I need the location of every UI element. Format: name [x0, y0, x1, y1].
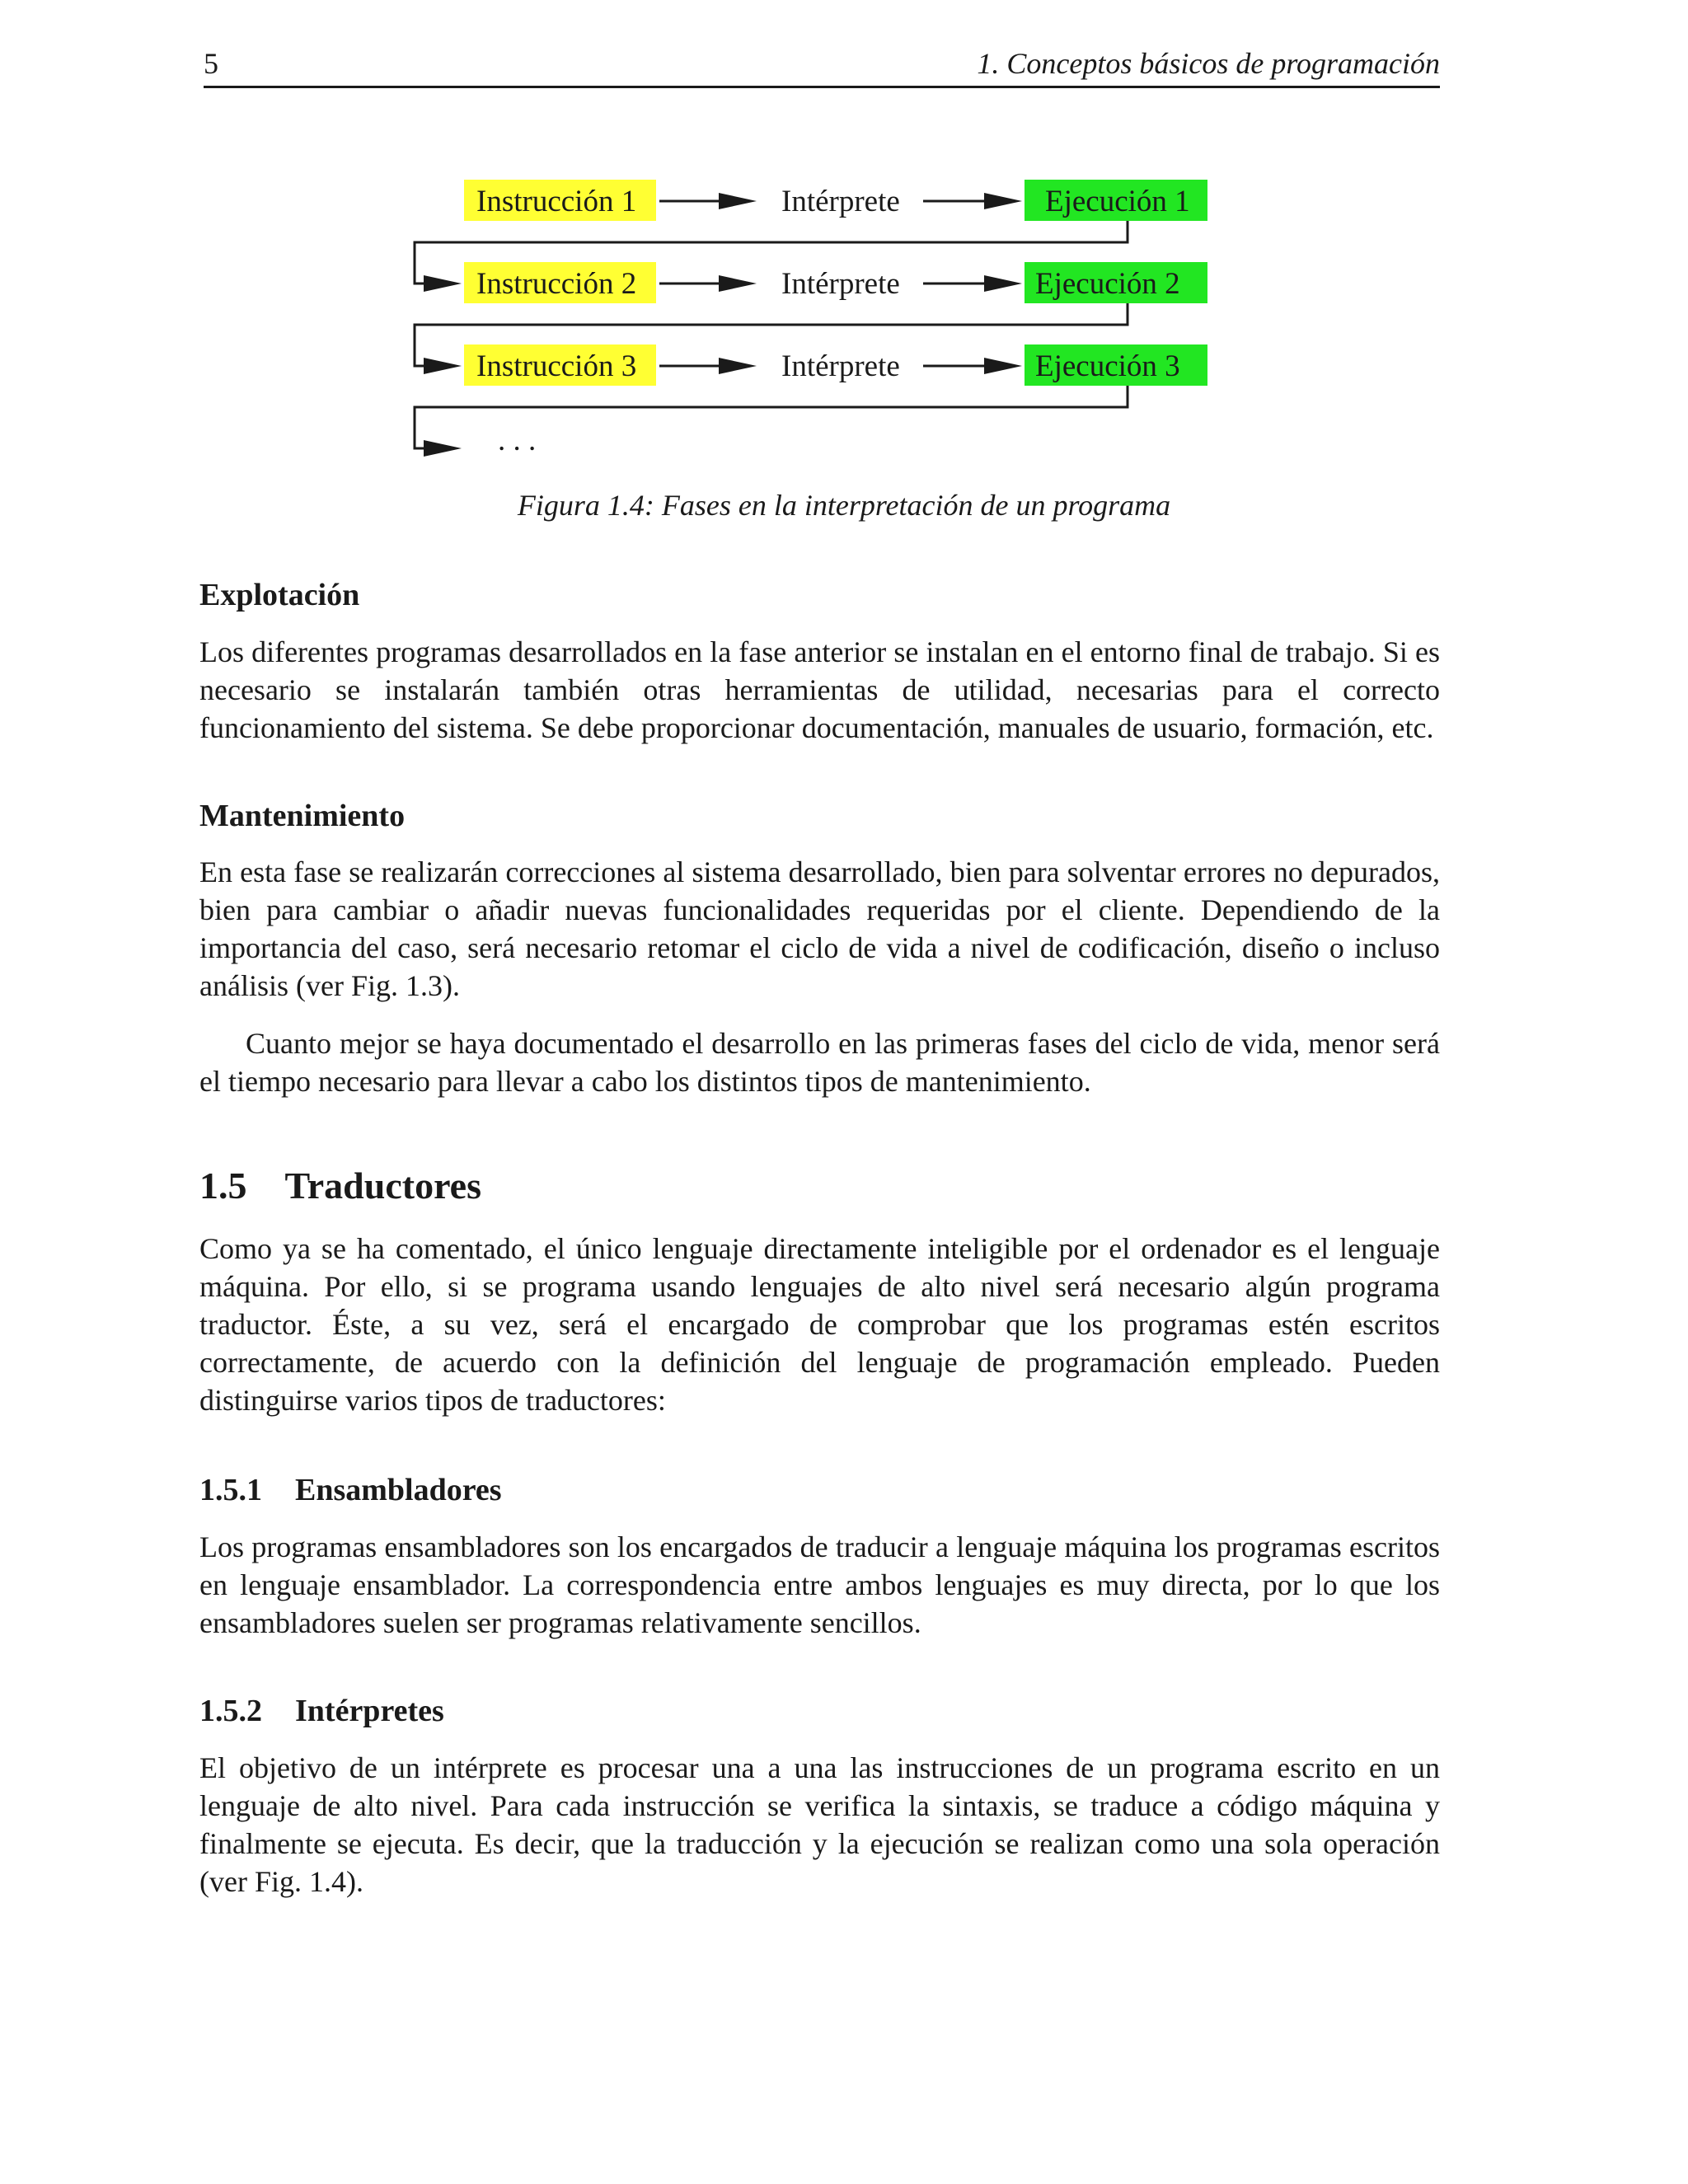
paragraph-traductores: Como ya se ha comentado, el único lenguaje directamente inteligible por el ordenador es el lenguaje máquina. Por ello, si se programa usando lenguajes de alto nivel será necesario algún programa traductor. Éste, a su vez, será el encargado de comprobar que los programas estén escritos correctamente, de acuerdo con la definición del lenguaje de programación empleado. Pueden distinguirse varios tipos de traductores: — [199, 1232, 1440, 1418]
section-number: 1.5 — [199, 1165, 247, 1207]
arrow-head-2in — [424, 275, 462, 292]
execution-label-1: Ejecución 1 — [1045, 185, 1190, 218]
instruction-label-3: Instrucción 3 — [476, 349, 637, 383]
interpreter-label-1: Intérprete — [781, 185, 900, 218]
paragraph-mantenimiento-2: Cuanto mejor se haya documentado el desarrollo en las primeras fases del ciclo de vida, menor será el tiempo necesario para llevar a cabo los distintos tipos de mantenimiento. — [199, 1027, 1440, 1099]
arrow-head-3b — [984, 358, 1022, 374]
interpretation-figure — [0, 0, 1688, 494]
execution-label-3: Ejecución 3 — [1035, 349, 1180, 383]
interpreter-label-3: Intérprete — [781, 349, 900, 383]
instruction-label-1: Instrucción 1 — [476, 185, 637, 218]
interpreter-label-2: Intérprete — [781, 267, 900, 301]
subsection-heading-interpretes — [199, 1693, 1440, 1731]
chapter-title: 1. Conceptos básicos de programación — [977, 47, 1440, 80]
paragraph-ensambladores: Los programas ensambladores son los encargados de traducir a lenguaje máquina los programas escritos en lenguaje ensamblador. La correspondencia entre ambos lenguajes es muy directa, por lo que los ensambladores suelen ser programas relativamente sencillos. — [199, 1530, 1440, 1639]
arrow-head-2b — [984, 275, 1022, 292]
arrow-head-2a — [719, 275, 757, 292]
subsection-title: Intérpretes — [295, 1693, 444, 1728]
subsection-title: Ensambladores — [295, 1473, 502, 1508]
continuation-ellipsis: . . . — [498, 424, 537, 457]
paragraph-interpretes: El objetivo de un intérprete es procesar una a una las instrucciones de un programa escrito en un lenguaje de alto nivel. Para cada instrucción se verifica la sintaxis, se traduce a código máquina y finalmente se ejecuta. Es decir, que la traducción y la ejecución se realizan como una sola operación (ver Fig. 1.4). — [199, 1750, 1440, 1898]
arrow-head-1b — [984, 193, 1022, 209]
heading-explotacion: Explotación — [199, 578, 360, 612]
subsection-number: 1.5.2 — [199, 1693, 262, 1728]
subsection-heading-ensambladores — [199, 1472, 1440, 1510]
arrow-head-4in — [424, 440, 462, 457]
page-number: 5 — [204, 47, 218, 80]
instruction-label-2: Instrucción 2 — [476, 267, 637, 301]
arrow-head-1a — [719, 193, 757, 209]
execution-label-2: Ejecución 2 — [1035, 267, 1180, 301]
heading-mantenimiento: Mantenimiento — [199, 798, 406, 833]
section-heading-traductores — [199, 1163, 1440, 1208]
body-content — [199, 577, 1440, 1900]
figure-caption: Figura 1.4: Fases en la interpretación de un programa — [517, 489, 1171, 522]
figure-diagram — [0, 0, 1688, 494]
arrow-head-3a — [719, 358, 757, 374]
section-title: Traductores — [284, 1165, 481, 1207]
paragraph-explotacion: Los diferentes programas desarrollados en la fase anterior se instalan en el entorno final de trabajo. Si es necesario se instalarán también otras herramientas de utilidad, necesarias para el correcto funcionamiento del sistema. Se debe proporcionar documentación, manuales de usuario, formación, etc. — [199, 635, 1440, 744]
subsection-number: 1.5.1 — [199, 1473, 262, 1508]
paragraph-mantenimiento-1: En esta fase se realizarán correcciones al sistema desarrollado, bien para solventar errores no depurados, bien para cambiar o añadir nuevas funcionalidades requeridas por el cliente. Dependiendo de la importancia del caso, será necesario retomar el ciclo de vida a nivel de codificación, diseño o incluso análisis (ver Fig. 1.3). — [199, 855, 1440, 1003]
arrow-head-3in — [424, 358, 462, 374]
